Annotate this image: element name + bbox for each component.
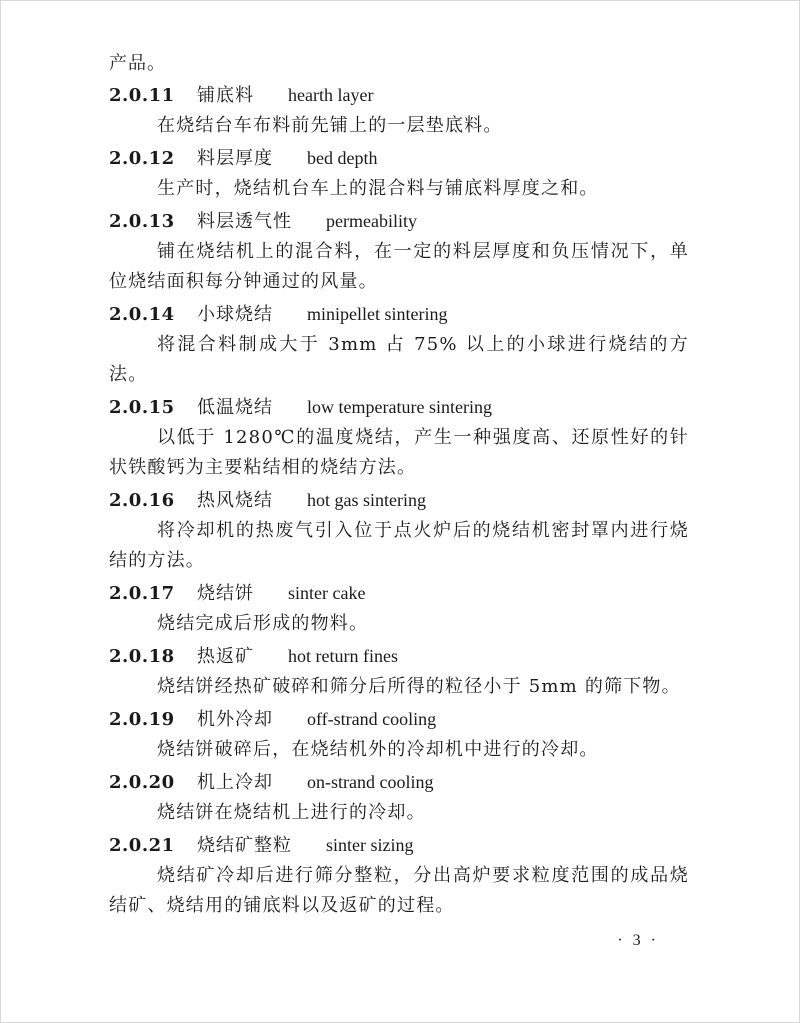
term-chinese: 小球烧结 — [197, 304, 273, 325]
term-chinese: 热返矿 — [197, 646, 254, 667]
entry-2-0-14 — [109, 300, 689, 390]
term-line — [109, 642, 689, 671]
term-line — [109, 579, 689, 608]
term-definition: 烧结饼破碎后，在烧结机外的冷却机中进行的冷却。 — [157, 739, 599, 760]
term-definition: 烧结饼经热矿破碎和筛分后所得的粒径小于 5mm 的筛下物。 — [157, 676, 681, 697]
term-line — [109, 300, 689, 329]
term-line — [109, 705, 689, 734]
term-number: 2.0.12 — [109, 148, 175, 169]
term-english: off-strand cooling — [307, 709, 437, 729]
term-line — [109, 831, 689, 860]
term-english: sinter cake — [288, 583, 366, 603]
entry-2-0-17 — [109, 579, 689, 639]
term-definition: 在烧结台车布料前先铺上的一层垫底料。 — [157, 115, 503, 136]
term-chinese: 料层厚度 — [197, 148, 273, 169]
entry-2-0-18 — [109, 642, 689, 702]
term-english: hot return fines — [288, 646, 398, 666]
page-content — [109, 49, 689, 921]
term-line — [109, 486, 689, 515]
term-number: 2.0.13 — [109, 211, 175, 232]
term-definition: 将冷却机的热废气引入位于点火炉后的烧结机密封罩内进行烧结的方法。 — [109, 520, 689, 571]
term-number: 2.0.17 — [109, 583, 175, 604]
term-line — [109, 768, 689, 797]
term-number: 2.0.11 — [109, 85, 175, 106]
entry-2-0-16 — [109, 486, 689, 576]
term-definition: 将混合料制成大于 3mm 占 75% 以上的小球进行烧结的方法。 — [109, 334, 689, 385]
term-number: 2.0.16 — [109, 490, 175, 511]
entry-2-0-20 — [109, 768, 689, 828]
term-english: bed depth — [307, 148, 378, 168]
entry-2-0-19 — [109, 705, 689, 765]
term-chinese: 机外冷却 — [197, 709, 273, 730]
term-english: sinter sizing — [326, 835, 414, 855]
term-number: 2.0.15 — [109, 397, 175, 418]
page-number: · 3 · — [617, 932, 659, 949]
term-chinese: 低温烧结 — [197, 397, 273, 418]
term-english: hearth layer — [288, 85, 374, 105]
term-definition: 以低于 1280℃的温度烧结，产生一种强度高、还原性好的针状铁酸钙为主要粘结相的烧结方法。 — [109, 427, 689, 478]
term-chinese: 烧结矿整粒 — [197, 835, 292, 856]
term-number: 2.0.19 — [109, 709, 175, 730]
term-chinese: 烧结饼 — [197, 583, 254, 604]
term-definition: 生产时，烧结机台车上的混合料与铺底料厚度之和。 — [157, 178, 599, 199]
term-number: 2.0.18 — [109, 646, 175, 667]
term-line — [109, 144, 689, 173]
term-chinese: 热风烧结 — [197, 490, 273, 511]
term-line — [109, 81, 689, 110]
term-number: 2.0.14 — [109, 304, 175, 325]
term-definition: 铺在烧结机上的混合料，在一定的料层厚度和负压情况下，单位烧结面积每分钟通过的风量。 — [109, 241, 689, 292]
entry-2-0-11 — [109, 81, 689, 141]
term-english: minipellet sintering — [307, 304, 448, 324]
entry-2-0-12 — [109, 144, 689, 204]
entry-2-0-13 — [109, 207, 689, 297]
term-english: on-strand cooling — [307, 772, 434, 792]
term-english: hot gas sintering — [307, 490, 426, 510]
term-number: 2.0.20 — [109, 772, 175, 793]
term-number: 2.0.21 — [109, 835, 175, 856]
entry-2-0-21 — [109, 831, 689, 921]
term-chinese: 料层透气性 — [197, 211, 292, 232]
term-definition: 烧结矿冷却后进行筛分整粒，分出高炉要求粒度范围的成品烧结矿、烧结用的铺底料以及返矿的过程。 — [109, 865, 689, 916]
term-english: permeability — [326, 211, 417, 231]
term-chinese: 铺底料 — [197, 85, 254, 106]
term-english: low temperature sintering — [307, 397, 492, 417]
lead-text: 产品。 — [109, 53, 166, 74]
term-definition: 烧结完成后形成的物料。 — [157, 613, 369, 634]
entry-2-0-15 — [109, 393, 689, 483]
term-definition: 烧结饼在烧结机上进行的冷却。 — [157, 802, 426, 823]
term-line — [109, 393, 689, 422]
term-chinese: 机上冷却 — [197, 772, 273, 793]
term-line — [109, 207, 689, 236]
